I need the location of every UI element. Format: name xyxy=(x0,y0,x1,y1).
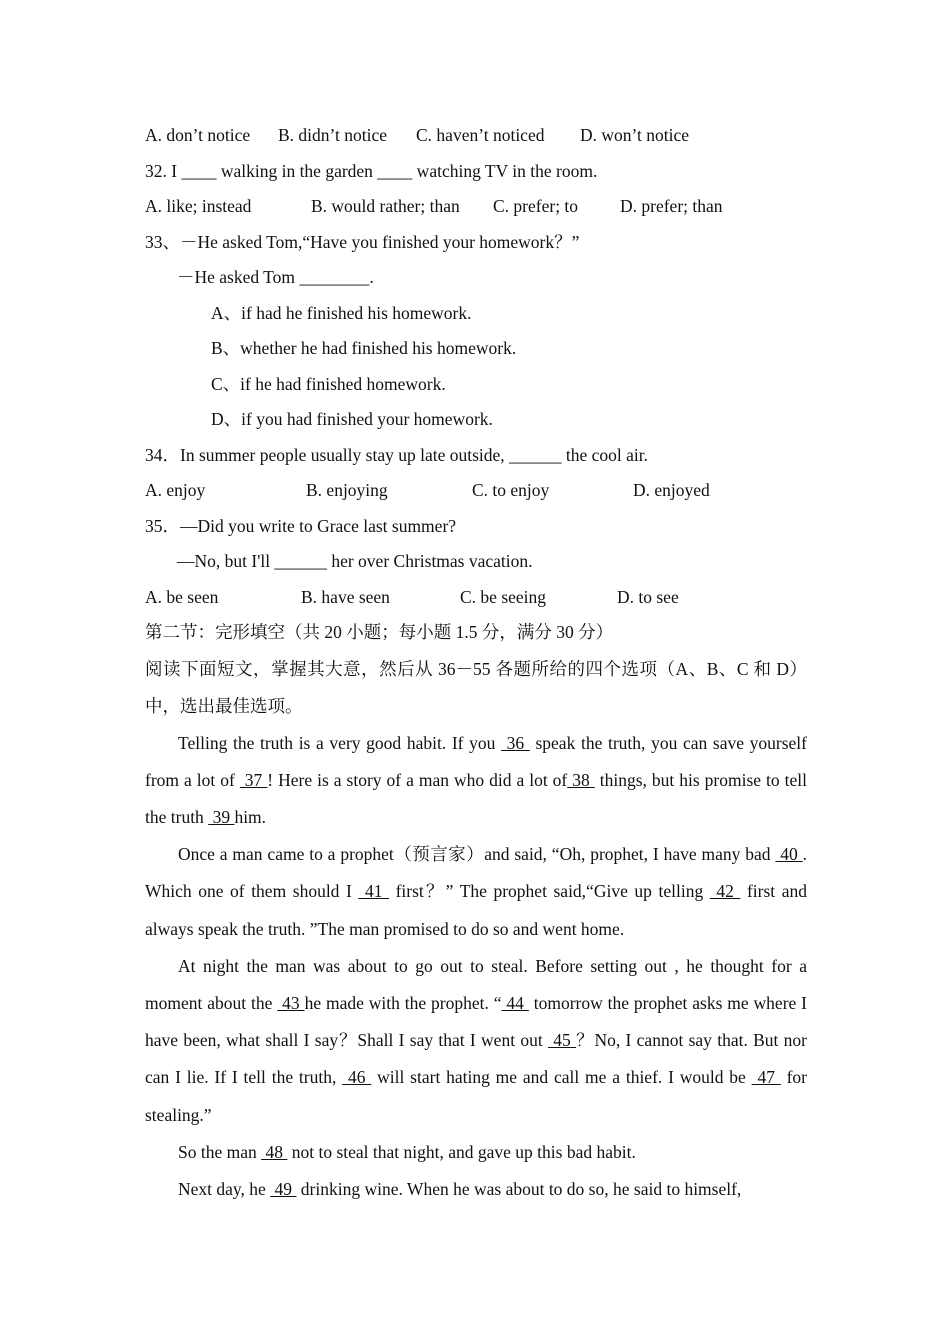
q34-option-d[interactable]: D. enjoyed xyxy=(633,480,710,500)
passage-paragraph-5: Next day, he 49 drinking wine. When he was about to do so, he said to himself, xyxy=(178,1178,742,1199)
q32-option-a[interactable]: A. like; instead xyxy=(145,196,252,216)
q35-stem: 35．—Did you write to Grace last summer? xyxy=(145,515,457,536)
blank-48[interactable]: 48 xyxy=(261,1141,288,1162)
blank-44[interactable]: 44 xyxy=(501,992,529,1013)
q33-option-c[interactable]: C、if he had finished homework. xyxy=(211,373,446,394)
q35-option-a[interactable]: A. be seen xyxy=(145,586,219,607)
blank-39[interactable]: 39 xyxy=(208,806,235,827)
q31-option-c[interactable]: C. haven’t noticed xyxy=(416,125,545,145)
q33-stem-2: －He asked Tom ________. xyxy=(177,267,374,287)
section-instructions: 阅读下面短文，掌握其大意，然后从 36－55 各题所给的四个选项（A、B、C 和 D）中，选出最佳选项。 xyxy=(145,658,807,716)
q34-options xyxy=(145,473,807,509)
blank-47[interactable]: 47 xyxy=(751,1067,781,1088)
passage-paragraph-2: Once a man came to a prophet（预言家）and said, “Oh, prophet, I have many bad 40 . Which one of them should I 41 first？” The prophet said,“Give up telling 42 first and always speak the truth. ”The man promised to do so and went home. xyxy=(145,844,808,939)
section-heading: 第二节：完形填空（共 20 小题；每小题 1.5 分，满分 30 分） xyxy=(145,622,614,642)
q32-stem: 32. I ____ walking in the garden ____ watching TV in the room. xyxy=(145,160,598,181)
blank-49[interactable]: 49 xyxy=(270,1178,297,1199)
q32-options xyxy=(145,189,807,225)
q33-option-d[interactable]: D、if you had finished your homework. xyxy=(211,409,493,429)
q35-stem-2: —No, but I'll ______ her over Christmas vacation. xyxy=(177,551,533,571)
q32-option-b[interactable]: B. would rather; than xyxy=(311,196,460,216)
blank-43[interactable]: 43 xyxy=(277,992,305,1013)
q31-option-a[interactable]: A. don’t notice xyxy=(145,125,251,145)
exam-page xyxy=(145,118,807,1208)
blank-38[interactable]: 38 xyxy=(567,769,595,790)
blank-37[interactable]: 37 xyxy=(239,769,268,790)
q31-option-d[interactable]: D. won’t notice xyxy=(580,125,690,145)
q35-options xyxy=(145,580,807,616)
q34-option-c[interactable]: C. to enjoy xyxy=(472,480,550,500)
q34-option-b[interactable]: B. enjoying xyxy=(306,480,388,500)
blank-42[interactable]: 42 xyxy=(709,881,741,902)
q34-option-a[interactable]: A. enjoy xyxy=(145,480,206,500)
q33-option-a[interactable]: A、if had he finished his homework. xyxy=(211,302,472,323)
q35-option-d[interactable]: D. to see xyxy=(617,586,679,607)
passage-paragraph-1: Telling the truth is a very good habit. If you 36 speak the truth, you can save yourself from a lot of 37 ! Here is a story of a man who did a lot of 38 things, but his promise to tell the truth 39 him. xyxy=(145,732,807,827)
q32-option-c[interactable]: C. prefer; to xyxy=(493,196,579,216)
q35-option-b[interactable]: B. have seen xyxy=(301,586,390,607)
q35-option-c[interactable]: C. be seeing xyxy=(460,586,547,607)
blank-45[interactable]: 45 xyxy=(548,1030,577,1051)
q31-option-b[interactable]: B. didn’t notice xyxy=(278,125,388,145)
blank-36[interactable]: 36 xyxy=(501,732,530,753)
blank-46[interactable]: 46 xyxy=(342,1067,372,1088)
passage-paragraph-3: At night the man was about to go out to steal. Before setting out , he thought for a moment about the 43 he made with the prophet. “ 44 tomorrow the prophet asks me where I have been, what shall I say？Shall I say that I went out 45 ？No, I cannot say that. But nor can I lie. If I tell the truth, 46 will start hating me and call me a thief. I would be 47 for stealing.” xyxy=(145,955,808,1125)
q31-options xyxy=(145,118,807,154)
q33-stem: 33、－He asked Tom,“Have you finished your homework？” xyxy=(145,231,580,252)
q32-option-d[interactable]: D. prefer; than xyxy=(620,196,723,216)
q33-option-b[interactable]: B、whether he had finished his homework. xyxy=(211,338,517,358)
q34-stem: 34．In summer people usually stay up late outside, ______ the cool air. xyxy=(145,444,649,465)
passage-paragraph-4: So the man 48 not to steal that night, and gave up this bad habit. xyxy=(178,1141,636,1162)
blank-40[interactable]: 40 xyxy=(775,844,803,865)
blank-41[interactable]: 41 xyxy=(358,881,390,902)
